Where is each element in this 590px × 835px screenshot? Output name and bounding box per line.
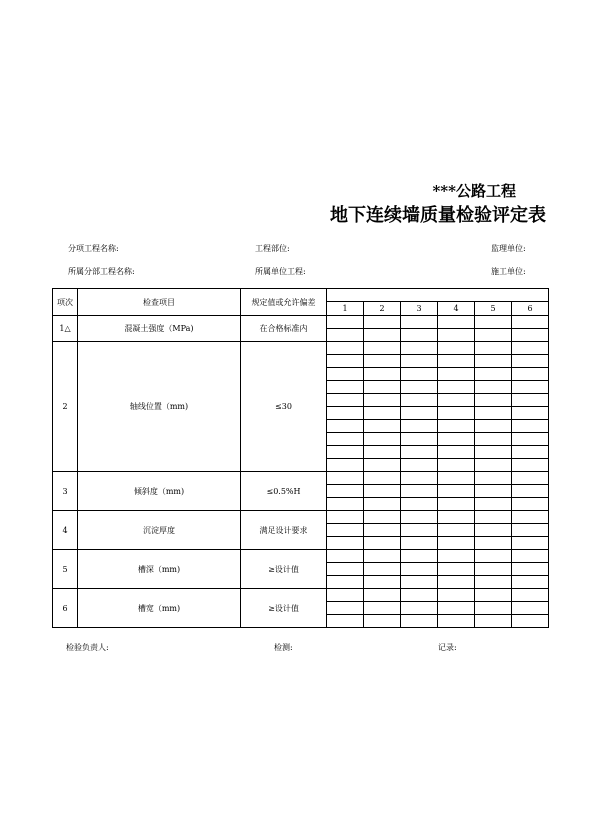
row-spec: ≤0.5%H [241,472,327,511]
measurement-cell[interactable] [438,615,475,628]
measurement-cell[interactable] [327,433,364,446]
measurement-cell[interactable] [438,329,475,342]
measurement-cell[interactable] [327,615,364,628]
measurement-cell[interactable] [438,563,475,576]
measurement-cell[interactable] [438,459,475,472]
row-no: 4 [53,511,78,550]
measurement-cell[interactable] [438,355,475,368]
measurement-cell[interactable] [327,407,364,420]
measurement-cell[interactable] [401,381,438,394]
measurement-cell[interactable] [364,472,401,485]
measurement-cell[interactable] [327,563,364,576]
header-spec: 规定值或允许偏差 [241,289,327,316]
measurement-cell[interactable] [512,368,549,381]
supervisor-label: 监理单位: [491,244,526,253]
measurement-cell[interactable] [327,368,364,381]
measurement-cell[interactable] [327,381,364,394]
inspector-lead-label: 检验负责人: [66,643,109,652]
measurement-cell[interactable] [475,355,512,368]
measurement-cell[interactable] [438,576,475,589]
measurement-cell[interactable] [512,602,549,615]
measurement-cell[interactable] [438,524,475,537]
measurement-cell[interactable] [512,498,549,511]
header-measured-blank [327,289,549,302]
measurement-cell[interactable] [364,576,401,589]
project-name-label: 分项工程名称: [68,244,119,253]
measurement-cell[interactable] [401,498,438,511]
measurement-cell[interactable] [327,342,364,355]
inspection-table [52,288,549,628]
measurement-cell[interactable] [327,498,364,511]
measurement-cell[interactable] [364,537,401,550]
measurement-cell[interactable] [475,446,512,459]
row-no: 2 [53,342,78,472]
measurement-cell[interactable] [327,394,364,407]
measurement-cell[interactable] [401,524,438,537]
row-no: 5 [53,550,78,589]
measurement-cell[interactable] [327,329,364,342]
row-item: 混凝土强度（MPa) [78,316,241,342]
inspection-label: 检测: [274,643,293,652]
measurement-cell[interactable] [475,537,512,550]
measurement-cell[interactable] [438,316,475,329]
measurement-cell[interactable] [327,446,364,459]
measurement-cell[interactable] [475,511,512,524]
measurement-cell[interactable] [401,563,438,576]
measurement-cell[interactable] [438,602,475,615]
measurement-cell[interactable] [512,394,549,407]
document-title: ***公路工程 [432,182,516,200]
measurement-cell[interactable] [364,433,401,446]
row-item: 轴线位置（mm) [78,342,241,472]
measurement-cell[interactable] [401,355,438,368]
measurement-cell[interactable] [438,589,475,602]
measurement-cell[interactable] [438,498,475,511]
measurement-cell[interactable] [512,342,549,355]
measurement-cell[interactable] [327,472,364,485]
measurement-cell[interactable] [327,355,364,368]
row-no: 3 [53,472,78,511]
row-item: 倾斜度（mm) [78,472,241,511]
measurement-cell[interactable] [475,420,512,433]
measurement-cell[interactable] [512,485,549,498]
measurement-cell[interactable] [475,485,512,498]
measurement-cell[interactable] [364,368,401,381]
measurement-cell[interactable] [512,615,549,628]
measurement-cell[interactable] [364,615,401,628]
measurement-cell[interactable] [401,537,438,550]
measurement-cell[interactable] [327,550,364,563]
measurement-cell[interactable] [512,550,549,563]
measurement-cell[interactable] [364,342,401,355]
measurement-cell[interactable] [512,576,549,589]
measurement-cell[interactable] [438,368,475,381]
measurement-cell[interactable] [327,589,364,602]
measurement-cell[interactable] [401,459,438,472]
measurement-cell[interactable] [401,342,438,355]
measurement-cell[interactable] [401,589,438,602]
division-name-label: 所属分部工程名称: [68,267,135,276]
measurement-cell[interactable] [364,329,401,342]
record-label: 记录: [438,643,457,652]
measurement-cell[interactable] [327,537,364,550]
measurement-cell[interactable] [475,407,512,420]
row-spec: 在合格标准内 [241,316,327,342]
form-title: 地下连续墙质量检验评定表 [330,205,546,226]
measure-col-header: 4 [438,302,475,316]
measurement-cell[interactable] [364,511,401,524]
measurement-cell[interactable] [512,381,549,394]
measure-col-header: 5 [475,302,512,316]
measurement-cell[interactable] [475,524,512,537]
measurement-cell[interactable] [512,420,549,433]
measurement-cell[interactable] [512,316,549,329]
measurement-cell[interactable] [327,485,364,498]
measurement-cell[interactable] [512,329,549,342]
measurement-cell[interactable] [401,550,438,563]
row-no: 6 [53,589,78,628]
measure-col-header: 6 [512,302,549,316]
measurement-cell[interactable] [327,459,364,472]
measurement-cell[interactable] [475,576,512,589]
measurement-cell[interactable] [438,550,475,563]
measurement-cell[interactable] [401,485,438,498]
measurement-cell[interactable] [475,550,512,563]
row-item: 槽深（mm) [78,550,241,589]
measurement-cell[interactable] [512,537,549,550]
measurement-cell[interactable] [438,485,475,498]
measurement-cell[interactable] [401,602,438,615]
measurement-cell[interactable] [401,329,438,342]
measurement-cell[interactable] [475,368,512,381]
measurement-cell[interactable] [438,381,475,394]
measurement-cell[interactable] [364,446,401,459]
measurement-cell[interactable] [512,472,549,485]
measurement-cell[interactable] [327,511,364,524]
row-no: 1△ [53,316,78,342]
measurement-cell[interactable] [401,433,438,446]
measurement-cell[interactable] [364,316,401,329]
measurement-cell[interactable] [364,589,401,602]
measurement-cell[interactable] [475,472,512,485]
measure-col-header: 1 [327,302,364,316]
measurement-cell[interactable] [475,329,512,342]
measurement-cell[interactable] [401,420,438,433]
measurement-cell[interactable] [327,524,364,537]
measurement-cell[interactable] [475,459,512,472]
measurement-cell[interactable] [475,602,512,615]
row-spec: 满足设计要求 [241,511,327,550]
measurement-cell[interactable] [364,524,401,537]
contractor-label: 施工单位: [491,267,526,276]
row-spec: ≥设计值 [241,550,327,589]
header-no: 项次 [53,289,78,316]
measurement-cell[interactable] [401,615,438,628]
measurement-cell[interactable] [475,316,512,329]
measurement-cell[interactable] [438,433,475,446]
measurement-cell[interactable] [475,498,512,511]
measurement-cell[interactable] [512,589,549,602]
row-item: 沉淀厚度 [78,511,241,550]
measurement-cell[interactable] [512,355,549,368]
measurement-cell[interactable] [475,563,512,576]
measurement-cell[interactable] [401,316,438,329]
measurement-cell[interactable] [364,550,401,563]
measurement-cell[interactable] [401,576,438,589]
measurement-cell[interactable] [438,394,475,407]
measurement-cell[interactable] [401,407,438,420]
measurement-cell[interactable] [512,511,549,524]
measurement-cell[interactable] [438,511,475,524]
measurement-cell[interactable] [327,316,364,329]
measurement-cell[interactable] [438,420,475,433]
measurement-cell[interactable] [438,472,475,485]
measurement-cell[interactable] [475,394,512,407]
measurement-cell[interactable] [438,342,475,355]
measurement-cell[interactable] [512,433,549,446]
measurement-cell[interactable] [475,381,512,394]
measurement-cell[interactable] [475,433,512,446]
project-part-label: 工程部位: [255,244,290,253]
measurement-cell[interactable] [364,355,401,368]
measurement-cell[interactable] [364,498,401,511]
measurement-cell[interactable] [401,511,438,524]
measurement-cell[interactable] [512,446,549,459]
measurement-cell[interactable] [475,589,512,602]
measurement-cell[interactable] [512,563,549,576]
measure-col-header: 2 [364,302,401,316]
measurement-cell[interactable] [364,381,401,394]
measurement-cell[interactable] [438,446,475,459]
measurement-cell[interactable] [512,524,549,537]
measurement-cell[interactable] [401,472,438,485]
row-item: 槽宽（mm) [78,589,241,628]
measurement-cell[interactable] [364,394,401,407]
measurement-cell[interactable] [401,394,438,407]
measurement-cell[interactable] [438,537,475,550]
measurement-cell[interactable] [327,576,364,589]
measurement-cell[interactable] [364,420,401,433]
measurement-cell[interactable] [327,602,364,615]
measurement-cell[interactable] [401,368,438,381]
measurement-cell[interactable] [364,563,401,576]
row-spec: ≤30 [241,342,327,472]
unit-name-label: 所属单位工程: [255,267,306,276]
measurement-cell[interactable] [364,602,401,615]
measurement-cell[interactable] [364,407,401,420]
measure-col-header: 3 [401,302,438,316]
row-spec: ≥设计值 [241,589,327,628]
header-item: 检查项目 [78,289,241,316]
measurement-cell[interactable] [364,485,401,498]
measurement-cell[interactable] [475,342,512,355]
measurement-cell[interactable] [512,459,549,472]
measurement-cell[interactable] [364,459,401,472]
measurement-cell[interactable] [512,407,549,420]
measurement-cell[interactable] [475,615,512,628]
measurement-cell[interactable] [438,407,475,420]
measurement-cell[interactable] [327,420,364,433]
measurement-cell[interactable] [401,446,438,459]
